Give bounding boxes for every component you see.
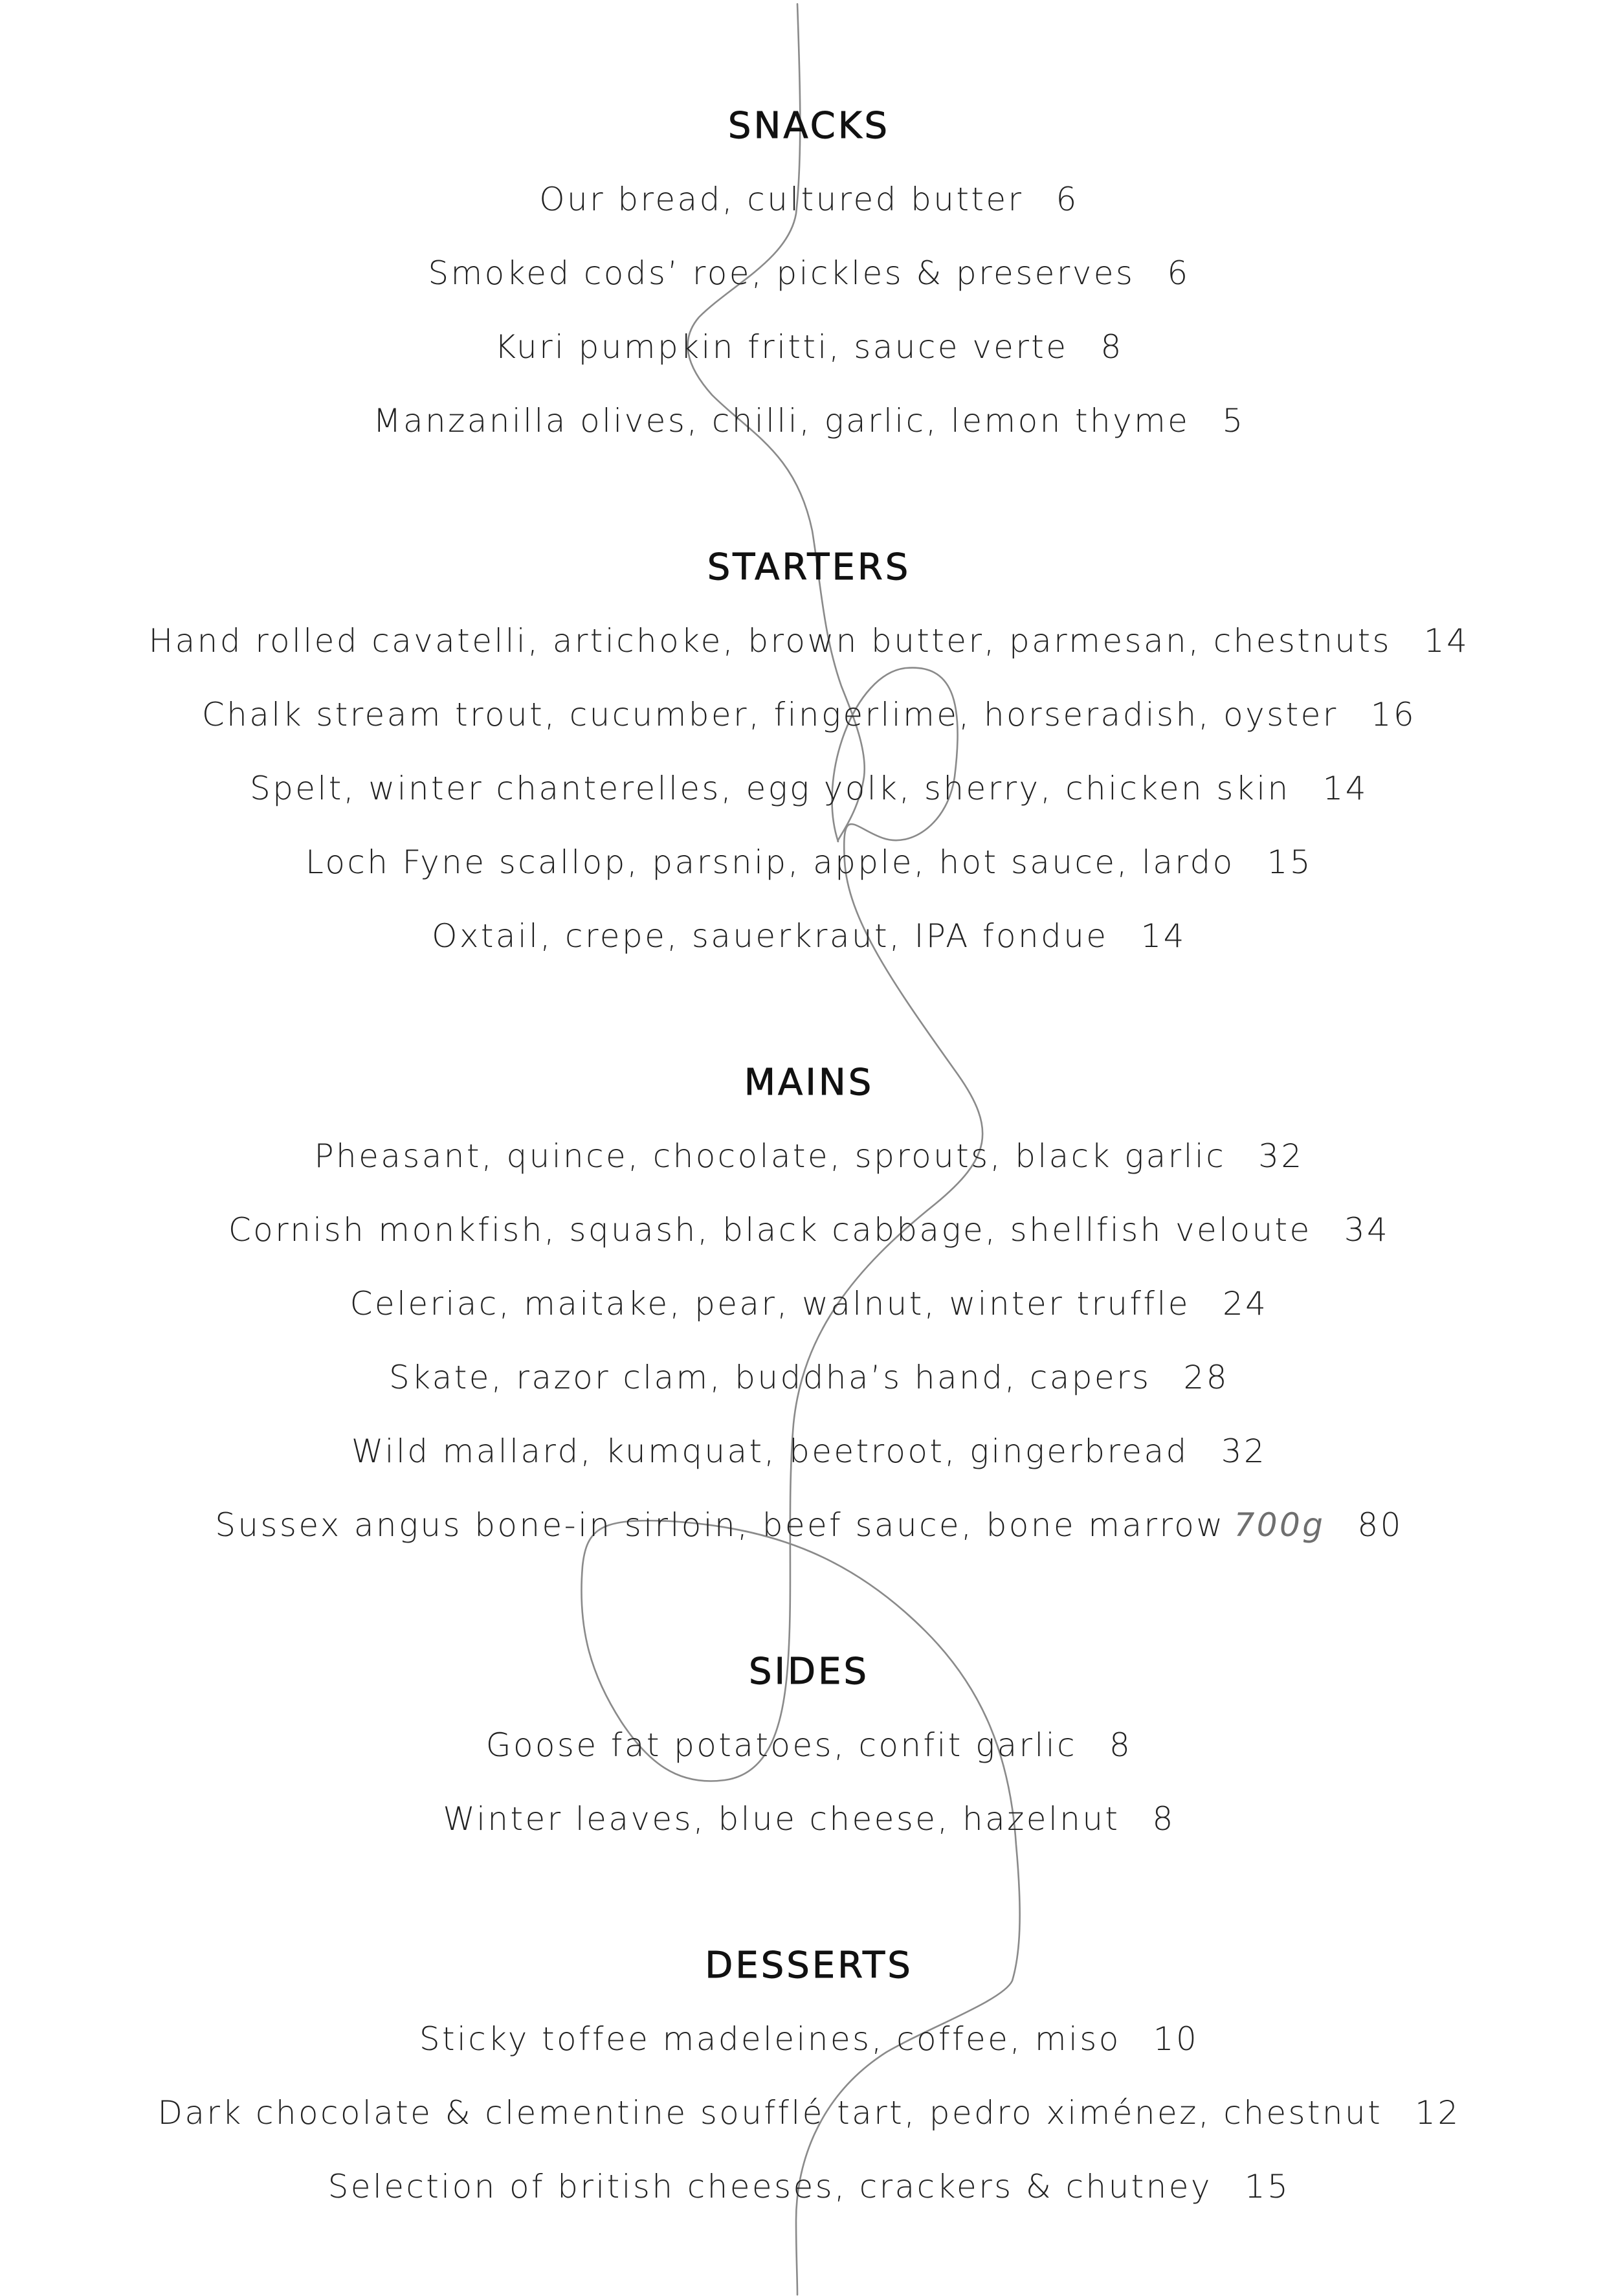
item-price: 14 bbox=[1322, 770, 1369, 807]
menu-item bbox=[0, 1431, 1618, 1472]
item-name: Pheasant, quince, chocolate, sprouts, black garlic bbox=[314, 1137, 1226, 1175]
menu-item bbox=[0, 694, 1618, 735]
item-price: 10 bbox=[1153, 2020, 1199, 2058]
item-price: 5 bbox=[1222, 402, 1245, 440]
item-name: Dark chocolate & clementine soufflé tart, pedro ximénez, chestnut bbox=[157, 2094, 1383, 2132]
item-name: Smoked cods’ roe, pickles & preserves bbox=[428, 254, 1135, 292]
item-name: Our bread, cultured butter bbox=[539, 181, 1024, 218]
item-name: Winter leaves, blue cheese, hazelnut bbox=[443, 1800, 1120, 1838]
item-price: 34 bbox=[1344, 1211, 1390, 1249]
section-title-sides: SIDES bbox=[748, 1651, 870, 1693]
item-price: 14 bbox=[1140, 917, 1186, 955]
item-name: Selection of british cheeses, crackers & chutney bbox=[327, 2168, 1212, 2205]
menu-item bbox=[0, 1504, 1618, 1546]
item-price: 15 bbox=[1244, 2168, 1291, 2205]
item-name: Oxtail, crepe, sauerkraut, IPA fondue bbox=[432, 917, 1109, 955]
section-title-starters: STARTERS bbox=[707, 546, 911, 588]
item-name: Wild mallard, kumquat, beetroot, gingerbread bbox=[351, 1432, 1189, 1470]
item-price: 8 bbox=[1152, 1800, 1175, 1838]
item-price: 6 bbox=[1056, 181, 1079, 218]
menu-item bbox=[0, 2166, 1618, 2207]
menu-item bbox=[0, 252, 1618, 294]
menu-item bbox=[0, 179, 1618, 220]
item-name: Chalk stream trout, cucumber, fingerlime, horseradish, oyster bbox=[201, 696, 1338, 733]
item-name: Manzanilla olives, chilli, garlic, lemon thyme bbox=[373, 402, 1190, 440]
menu-item bbox=[0, 1798, 1618, 1840]
item-name: Goose fat potatoes, confit garlic bbox=[485, 1726, 1077, 1764]
item-name: Cornish monkfish, squash, black cabbage, shellfish veloute bbox=[228, 1211, 1312, 1249]
item-price: 24 bbox=[1222, 1285, 1269, 1322]
item-name: Kuri pumpkin fritti, sauce verte bbox=[494, 328, 1069, 366]
item-name: Spelt, winter chanterelles, egg yolk, sherry, chicken skin bbox=[249, 770, 1291, 807]
menu-item bbox=[0, 841, 1618, 883]
menu-item bbox=[0, 2018, 1618, 2060]
menu-item bbox=[0, 1724, 1618, 1766]
menu-item bbox=[0, 326, 1618, 368]
item-name: Loch Fyne scallop, parsnip, apple, hot sauce, lardo bbox=[305, 843, 1235, 881]
item-price: 80 bbox=[1357, 1506, 1403, 1544]
menu-item bbox=[0, 620, 1618, 662]
menu-item bbox=[0, 2092, 1618, 2134]
item-price: 16 bbox=[1370, 696, 1417, 733]
item-note: 700g bbox=[1234, 1506, 1325, 1544]
item-price: 28 bbox=[1183, 1359, 1229, 1396]
item-name: Sticky toffee madeleines, coffee, miso bbox=[419, 2020, 1121, 2058]
item-name: Skate, razor clam, buddha’s hand, capers bbox=[389, 1359, 1151, 1396]
item-price: 8 bbox=[1109, 1726, 1133, 1764]
section-title-desserts: DESSERTS bbox=[705, 1945, 913, 1987]
menu-item bbox=[0, 1283, 1618, 1324]
item-name: Sussex angus bone-in sirloin, beef sauce, bone marrow bbox=[215, 1506, 1225, 1544]
menu-item bbox=[0, 1357, 1618, 1398]
section-title-snacks: SNACKS bbox=[727, 105, 891, 147]
item-price: 32 bbox=[1258, 1137, 1304, 1175]
item-price: 8 bbox=[1100, 328, 1124, 366]
item-price: 15 bbox=[1267, 843, 1313, 881]
item-price: 32 bbox=[1221, 1432, 1267, 1470]
menu-item bbox=[0, 915, 1618, 957]
menu-item bbox=[0, 768, 1618, 809]
menu-item bbox=[0, 1135, 1618, 1177]
item-price: 14 bbox=[1423, 622, 1470, 660]
menu-item bbox=[0, 1209, 1618, 1251]
section-title-mains: MAINS bbox=[744, 1062, 874, 1104]
item-price: 12 bbox=[1415, 2094, 1461, 2132]
item-name: Celeriac, maitake, pear, walnut, winter truffle bbox=[349, 1285, 1190, 1322]
menu-item bbox=[0, 400, 1618, 441]
item-price: 6 bbox=[1167, 254, 1190, 292]
item-name: Hand rolled cavatelli, artichoke, brown butter, parmesan, chestnuts bbox=[148, 622, 1391, 660]
